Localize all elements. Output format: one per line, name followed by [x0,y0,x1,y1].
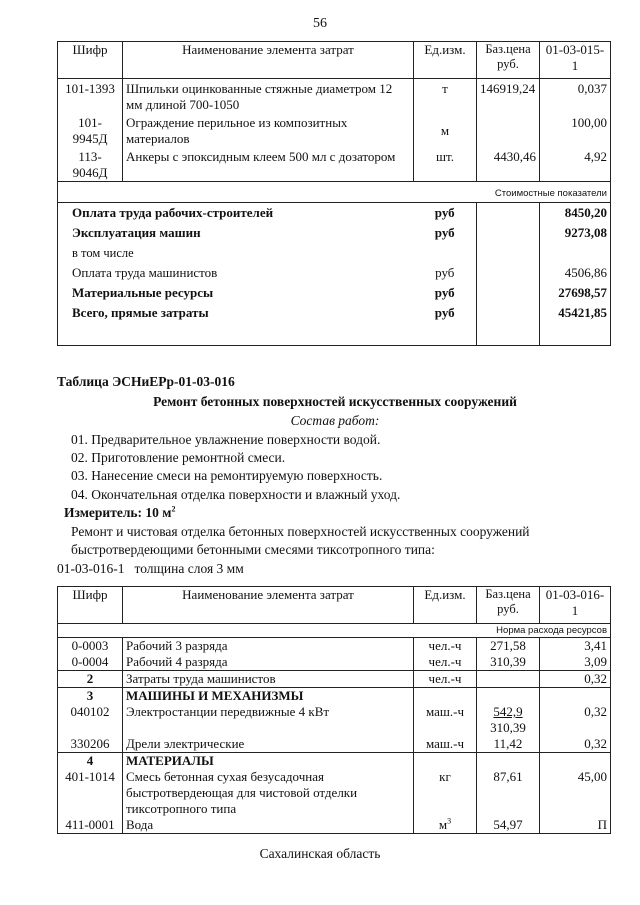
cell-name: Рабочий 3 разряда [123,638,414,655]
cost-name: Всего, прямые затраты [58,303,414,323]
cell-value: 3,41 [540,638,611,655]
cost-value: 27698,57 [540,283,611,303]
table-row [58,638,611,655]
cell-value [540,753,611,770]
cell-price: 4430,46 [477,147,540,182]
work-item: 03. Нанесение смеси на ремонтируемую поверхность. [71,468,383,483]
header-code: Шифр [58,587,123,624]
cell-value: 3,09 [540,654,611,671]
cost-unit: руб [414,203,477,224]
cost-empty [477,223,540,243]
cost-empty [477,203,540,224]
cost-value: 9273,08 [540,223,611,243]
table-row [58,704,611,736]
cell-unit: кг [414,769,477,817]
cell-value: 4,92 [540,147,611,182]
cell-price [477,671,540,688]
cell-value: 0,037 [540,79,611,114]
cell-name: Электростанции передвижные 4 кВт [123,704,414,736]
section-title: Ремонт бетонных поверхностей искусственных сооружений [153,394,517,409]
cell-code: 101-1393 [58,79,123,114]
variant-name: толщина слоя 3 мм [134,561,244,576]
table-header-row [58,587,611,624]
cost-name: в том числе [58,243,414,263]
section-label: Стоимостные показатели [58,182,611,203]
cell-name: Дрели электрические [123,736,414,753]
cost-empty [477,283,540,303]
group-row [58,688,611,705]
cell-code: 0-0004 [58,654,123,671]
table-bottom-row [58,323,611,346]
cell-price: 271,58 [477,638,540,655]
resource-table-015 [57,41,611,346]
cell-name: Смесь бетонная сухая безусадочная быстротвердеющая для чистовой отделки тиксотропного типа [123,769,414,817]
table-row [58,736,611,753]
cell-price: 310,39 [477,654,540,671]
cell-name: Вода [123,817,414,834]
cell-code: 330206 [58,736,123,753]
header-norm: 01-03-015-1 [540,42,611,79]
cell-price: 146919,24 [477,79,540,114]
cell-code: 411-0001 [58,817,123,834]
cell-price [477,113,540,147]
cell-code: 3 [58,688,123,705]
cell-price: 54,97 [477,817,540,834]
cost-row [58,303,611,323]
table-id: Таблица ЭСНиЕРр-01-03-016 [57,374,235,389]
cost-unit: руб [414,283,477,303]
cell-value: 45,00 [540,769,611,817]
table-row [58,147,611,182]
footer-region: Сахалинская область [259,846,381,861]
cell-name: МАШИНЫ И МЕХАНИЗМЫ [123,688,414,705]
cell-value: П [540,817,611,834]
cost-unit: руб [414,223,477,243]
header-name: Наименование элемента затрат [123,587,414,624]
table-row [58,113,611,147]
section-label-row [58,182,611,203]
cost-name: Эксплуатация машин [58,223,414,243]
meter-label: Измеритель: 10 $м^2$ [64,504,176,520]
table-header-row [58,42,611,79]
table-row [58,671,611,688]
cell-unit: маш.-ч [414,736,477,753]
cell-code: 113-9046Д [58,147,123,182]
cell-price: 87,61 [477,769,540,817]
cost-name: Оплата труда машинистов [58,263,414,283]
cost-row [58,223,611,243]
cell-name: Ограждение перильное из композитных материалов [123,113,414,147]
cell-name: Затраты труда машинистов [123,671,414,688]
cost-unit [414,243,477,263]
cost-value: 45421,85 [540,303,611,323]
table-row [58,817,611,834]
norm-label: Норма расхода ресурсов [58,624,611,638]
header-norm: 01-03-016-1 [540,587,611,624]
cost-row [58,203,611,224]
cell-unit: $м^3$ [414,817,477,834]
cell-value: 0,32 [540,671,611,688]
cell-code: 2 [58,671,123,688]
cell-unit: чел.-ч [414,654,477,671]
cost-empty [477,263,540,283]
cost-value [540,243,611,263]
cost-unit: руб [414,303,477,323]
work-heading: Состав работ: [290,413,380,428]
header-unit: Ед.изм. [414,587,477,624]
cell-unit: шт. [414,147,477,182]
cell-price [477,688,540,705]
description-line: Ремонт и чистовая отделка бетонных поверхностей искусственных сооружений [71,524,530,539]
cell-unit: чел.-ч [414,638,477,655]
description-line: быстротвердеющими бетонными смесями тиксотропного типа: [71,542,435,557]
cost-row [58,243,611,263]
cell-price [477,753,540,770]
variant [57,560,244,578]
cell-unit: т [414,79,477,114]
cell-code: 101-9945Д [58,113,123,147]
table-row [58,654,611,671]
header-price: Баз.цена руб. [477,42,540,79]
cell-unit: чел.-ч [414,671,477,688]
variant-code: 01-03-016-1 [57,561,125,576]
cell-price: 11,42 [477,736,540,753]
work-item: 04. Окончательная отделка поверхности и влажный уход. [71,487,401,502]
cell-code: 040102 [58,704,123,736]
cell-price: 542,9 310,39 [477,704,540,736]
cost-value: 4506,86 [540,263,611,283]
cell-name: Шпильки оцинкованные стяжные диаметром 12 мм длиной 700-1050 [123,79,414,114]
cell-value: 100,00 [540,113,611,147]
cell-code: 401-1014 [58,769,123,817]
work-item: 02. Приготовление ремонтной смеси. [71,450,286,465]
cell-name: Анкеры с эпоксидным клеем 500 мл с дозатором [123,147,414,182]
cost-unit: руб [414,263,477,283]
cell-value [540,688,611,705]
cost-empty [477,243,540,263]
cell-name: Рабочий 4 разряда [123,654,414,671]
cell-code: 0-0003 [58,638,123,655]
page-number: 56 [313,16,327,31]
cell-unit: маш.-ч [414,704,477,736]
table-row [58,79,611,114]
header-unit: Ед.изм. [414,42,477,79]
cost-row [58,283,611,303]
cost-row [58,263,611,283]
cost-name: Материальные ресурсы [58,283,414,303]
cell-value: 0,32 [540,736,611,753]
cell-name: МАТЕРИАЛЫ [123,753,414,770]
cost-name: Оплата труда рабочих-строителей [58,203,414,224]
resource-table-016 [57,586,611,834]
cell-value: 0,32 [540,704,611,736]
cost-value: 8450,20 [540,203,611,224]
header-name: Наименование элемента затрат [123,42,414,79]
header-price: Баз.цена руб. [477,587,540,624]
group-row [58,753,611,770]
cost-empty [477,303,540,323]
table-row [58,769,611,817]
cell-unit [414,688,477,705]
work-item: 01. Предварительное увлажнение поверхности водой. [71,432,381,447]
cell-code: 4 [58,753,123,770]
cell-unit [414,753,477,770]
norm-label-row [58,624,611,638]
header-code: Шифр [58,42,123,79]
cell-unit: м [414,113,477,147]
